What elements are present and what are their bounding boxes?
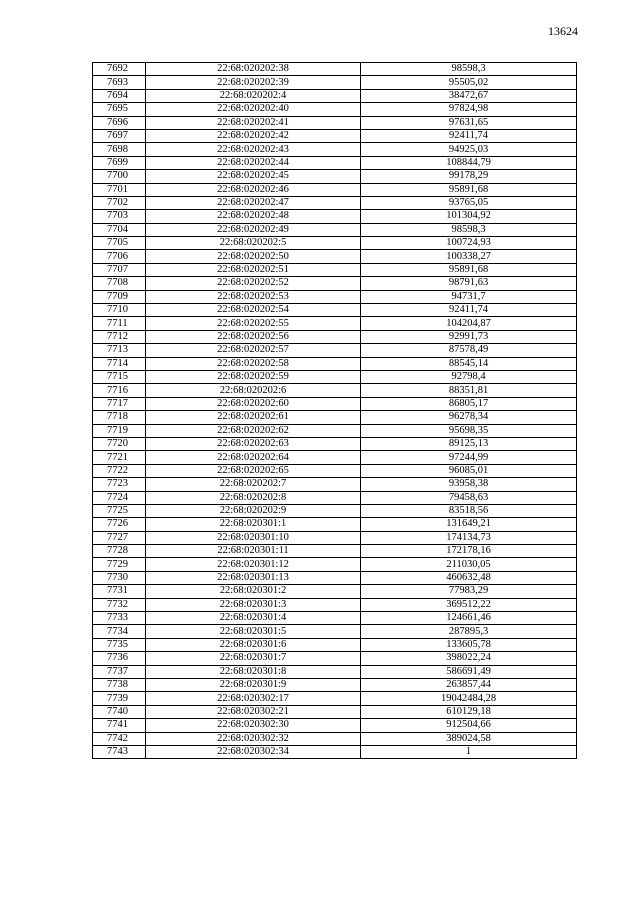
cadastral-number-cell: 22:68:020202:61	[146, 411, 361, 424]
value-cell: 100724,93	[361, 237, 577, 250]
value-cell: 95891,68	[361, 263, 577, 276]
row-number-cell: 7697	[93, 129, 146, 142]
table-row	[93, 678, 577, 691]
cadastral-number-cell: 22:68:020301:12	[146, 558, 361, 571]
value-cell: 1	[361, 745, 577, 758]
cadastral-number-cell: 22:68:020202:56	[146, 330, 361, 343]
cadastral-number-cell: 22:68:020202:40	[146, 103, 361, 116]
row-number-cell: 7731	[93, 585, 146, 598]
cadastral-number-cell: 22:68:020301:13	[146, 571, 361, 584]
cadastral-number-cell: 22:68:020202:48	[146, 210, 361, 223]
row-number-cell: 7702	[93, 196, 146, 209]
cadastral-number-cell: 22:68:020202:53	[146, 290, 361, 303]
row-number-cell: 7730	[93, 571, 146, 584]
table-row	[93, 129, 577, 142]
row-number-cell: 7722	[93, 464, 146, 477]
table-body	[93, 63, 577, 759]
cadastral-number-cell: 22:68:020301:1	[146, 518, 361, 531]
table-row	[93, 545, 577, 558]
value-cell: 92991,73	[361, 330, 577, 343]
cadastral-number-cell: 22:68:020202:65	[146, 464, 361, 477]
value-cell: 96278,34	[361, 411, 577, 424]
value-cell: 38472,67	[361, 89, 577, 102]
row-number-cell: 7742	[93, 732, 146, 745]
cadastral-number-cell: 22:68:020202:59	[146, 370, 361, 383]
table-row	[93, 478, 577, 491]
cadastral-number-cell: 22:68:020301:7	[146, 652, 361, 665]
table-row	[93, 344, 577, 357]
cadastral-number-cell: 22:68:020302:30	[146, 719, 361, 732]
table-row	[93, 304, 577, 317]
row-number-cell: 7693	[93, 76, 146, 89]
value-cell: 98598,3	[361, 223, 577, 236]
cadastral-number-cell: 22:68:020202:52	[146, 277, 361, 290]
table-row	[93, 116, 577, 129]
cadastral-number-cell: 22:68:020202:46	[146, 183, 361, 196]
value-cell: 94731,7	[361, 290, 577, 303]
cadastral-number-cell: 22:68:020302:34	[146, 745, 361, 758]
row-number-cell: 7725	[93, 504, 146, 517]
cadastral-number-cell: 22:68:020301:10	[146, 531, 361, 544]
cadastral-number-cell: 22:68:020202:54	[146, 304, 361, 317]
table-row	[93, 370, 577, 383]
table-row	[93, 156, 577, 169]
value-cell: 88545,14	[361, 357, 577, 370]
row-number-cell: 7740	[93, 705, 146, 718]
value-cell: 389024,58	[361, 732, 577, 745]
cadastral-number-cell: 22:68:020302:17	[146, 692, 361, 705]
table-row	[93, 330, 577, 343]
table-row	[93, 223, 577, 236]
value-cell: 93958,38	[361, 478, 577, 491]
cadastral-number-cell: 22:68:020202:50	[146, 250, 361, 263]
table-row	[93, 705, 577, 718]
page-number: 13624	[548, 24, 578, 38]
cadastral-number-cell: 22:68:020301:6	[146, 638, 361, 651]
value-cell: 77983,29	[361, 585, 577, 598]
table-row	[93, 638, 577, 651]
value-cell: 211030,05	[361, 558, 577, 571]
row-number-cell: 7738	[93, 678, 146, 691]
cadastral-number-cell: 22:68:020301:3	[146, 598, 361, 611]
cadastral-value-table	[92, 62, 577, 759]
table-row	[93, 612, 577, 625]
cadastral-number-cell: 22:68:020202:45	[146, 170, 361, 183]
cadastral-number-cell: 22:68:020301:9	[146, 678, 361, 691]
row-number-cell: 7728	[93, 545, 146, 558]
table-row	[93, 531, 577, 544]
value-cell: 88351,81	[361, 384, 577, 397]
cadastral-number-cell: 22:68:020202:60	[146, 397, 361, 410]
cadastral-number-cell: 22:68:020302:32	[146, 732, 361, 745]
row-number-cell: 7735	[93, 638, 146, 651]
table-row	[93, 625, 577, 638]
cadastral-number-cell: 22:68:020202:43	[146, 143, 361, 156]
row-number-cell: 7717	[93, 397, 146, 410]
row-number-cell: 7714	[93, 357, 146, 370]
row-number-cell: 7739	[93, 692, 146, 705]
cadastral-number-cell: 22:68:020202:58	[146, 357, 361, 370]
row-number-cell: 7729	[93, 558, 146, 571]
cadastral-number-cell: 22:68:020202:41	[146, 116, 361, 129]
row-number-cell: 7719	[93, 424, 146, 437]
value-cell: 131649,21	[361, 518, 577, 531]
table-row	[93, 357, 577, 370]
row-number-cell: 7732	[93, 598, 146, 611]
row-number-cell: 7741	[93, 719, 146, 732]
row-number-cell: 7696	[93, 116, 146, 129]
table-row	[93, 89, 577, 102]
table-row	[93, 277, 577, 290]
row-number-cell: 7712	[93, 330, 146, 343]
value-cell: 92411,74	[361, 129, 577, 142]
row-number-cell: 7701	[93, 183, 146, 196]
value-cell: 398022,24	[361, 652, 577, 665]
value-cell: 95698,35	[361, 424, 577, 437]
value-cell: 99178,29	[361, 170, 577, 183]
cadastral-number-cell: 22:68:020202:47	[146, 196, 361, 209]
row-number-cell: 7698	[93, 143, 146, 156]
row-number-cell: 7743	[93, 745, 146, 758]
table-row	[93, 424, 577, 437]
value-cell: 133605,78	[361, 638, 577, 651]
value-cell: 96085,01	[361, 464, 577, 477]
table-row	[93, 250, 577, 263]
cadastral-number-cell: 22:68:020301:2	[146, 585, 361, 598]
cadastral-number-cell: 22:68:020202:57	[146, 344, 361, 357]
value-cell: 124661,46	[361, 612, 577, 625]
row-number-cell: 7692	[93, 63, 146, 76]
value-cell: 108844,79	[361, 156, 577, 169]
row-number-cell: 7723	[93, 478, 146, 491]
value-cell: 97631,65	[361, 116, 577, 129]
value-cell: 94925,03	[361, 143, 577, 156]
value-cell: 460632,48	[361, 571, 577, 584]
table-row	[93, 745, 577, 758]
table-row	[93, 518, 577, 531]
row-number-cell: 7699	[93, 156, 146, 169]
value-cell: 93765,05	[361, 196, 577, 209]
row-number-cell: 7715	[93, 370, 146, 383]
cadastral-number-cell: 22:68:020202:49	[146, 223, 361, 236]
value-cell: 263857,44	[361, 678, 577, 691]
table-row	[93, 210, 577, 223]
row-number-cell: 7724	[93, 491, 146, 504]
value-cell: 104204,87	[361, 317, 577, 330]
row-number-cell: 7703	[93, 210, 146, 223]
value-cell: 97824,98	[361, 103, 577, 116]
value-cell: 95891,68	[361, 183, 577, 196]
cadastral-number-cell: 22:68:020202:63	[146, 437, 361, 450]
table-row	[93, 652, 577, 665]
table-row	[93, 558, 577, 571]
cadastral-number-cell: 22:68:020301:8	[146, 665, 361, 678]
value-cell: 83518,56	[361, 504, 577, 517]
row-number-cell: 7707	[93, 263, 146, 276]
table-row	[93, 103, 577, 116]
table-row	[93, 76, 577, 89]
table-row	[93, 571, 577, 584]
table-row	[93, 464, 577, 477]
row-number-cell: 7718	[93, 411, 146, 424]
table-row	[93, 196, 577, 209]
table-row	[93, 63, 577, 76]
row-number-cell: 7720	[93, 437, 146, 450]
cadastral-number-cell: 22:68:020202:44	[146, 156, 361, 169]
cadastral-number-cell: 22:68:020202:4	[146, 89, 361, 102]
table-row	[93, 143, 577, 156]
cadastral-number-cell: 22:68:020301:5	[146, 625, 361, 638]
value-cell: 369512,22	[361, 598, 577, 611]
cadastral-number-cell: 22:68:020202:6	[146, 384, 361, 397]
row-number-cell: 7734	[93, 625, 146, 638]
table-row	[93, 732, 577, 745]
cadastral-number-cell: 22:68:020202:5	[146, 237, 361, 250]
cadastral-number-cell: 22:68:020301:11	[146, 545, 361, 558]
cadastral-number-cell: 22:68:020202:64	[146, 451, 361, 464]
table-row	[93, 585, 577, 598]
row-number-cell: 7737	[93, 665, 146, 678]
table-row	[93, 598, 577, 611]
cadastral-number-cell: 22:68:020202:8	[146, 491, 361, 504]
table-row	[93, 411, 577, 424]
value-cell: 912504,66	[361, 719, 577, 732]
value-cell: 79458,63	[361, 491, 577, 504]
table-row	[93, 451, 577, 464]
cadastral-number-cell: 22:68:020202:62	[146, 424, 361, 437]
value-cell: 86805,17	[361, 397, 577, 410]
cadastral-number-cell: 22:68:020202:38	[146, 63, 361, 76]
table-row	[93, 237, 577, 250]
table-row	[93, 397, 577, 410]
row-number-cell: 7716	[93, 384, 146, 397]
value-cell: 100338,27	[361, 250, 577, 263]
row-number-cell: 7711	[93, 317, 146, 330]
value-cell: 19042484,28	[361, 692, 577, 705]
cadastral-number-cell: 22:68:020202:51	[146, 263, 361, 276]
value-cell: 87578,49	[361, 344, 577, 357]
row-number-cell: 7710	[93, 304, 146, 317]
row-number-cell: 7706	[93, 250, 146, 263]
row-number-cell: 7708	[93, 277, 146, 290]
cadastral-number-cell: 22:68:020301:4	[146, 612, 361, 625]
row-number-cell: 7713	[93, 344, 146, 357]
table-row	[93, 183, 577, 196]
row-number-cell: 7709	[93, 290, 146, 303]
cadastral-number-cell: 22:68:020202:55	[146, 317, 361, 330]
value-cell: 98791,63	[361, 277, 577, 290]
value-cell: 95505,02	[361, 76, 577, 89]
row-number-cell: 7704	[93, 223, 146, 236]
table-row	[93, 719, 577, 732]
table-row	[93, 263, 577, 276]
value-cell: 586691,49	[361, 665, 577, 678]
row-number-cell: 7727	[93, 531, 146, 544]
table-row	[93, 384, 577, 397]
row-number-cell: 7694	[93, 89, 146, 102]
value-cell: 610129,18	[361, 705, 577, 718]
row-number-cell: 7721	[93, 451, 146, 464]
cadastral-number-cell: 22:68:020202:42	[146, 129, 361, 142]
value-cell: 89125,13	[361, 437, 577, 450]
row-number-cell: 7733	[93, 612, 146, 625]
table-row	[93, 491, 577, 504]
value-cell: 98598,3	[361, 63, 577, 76]
row-number-cell: 7695	[93, 103, 146, 116]
value-cell: 92798,4	[361, 370, 577, 383]
value-cell: 287895,3	[361, 625, 577, 638]
table-row	[93, 665, 577, 678]
row-number-cell: 7705	[93, 237, 146, 250]
row-number-cell: 7736	[93, 652, 146, 665]
table-row	[93, 170, 577, 183]
value-cell: 101304,92	[361, 210, 577, 223]
table-row	[93, 437, 577, 450]
table-row	[93, 504, 577, 517]
cadastral-number-cell: 22:68:020202:7	[146, 478, 361, 491]
table-row	[93, 692, 577, 705]
cadastral-number-cell: 22:68:020302:21	[146, 705, 361, 718]
row-number-cell: 7700	[93, 170, 146, 183]
value-cell: 97244,99	[361, 451, 577, 464]
value-cell: 174134,73	[361, 531, 577, 544]
cadastral-number-cell: 22:68:020202:39	[146, 76, 361, 89]
value-cell: 92411,74	[361, 304, 577, 317]
cadastral-number-cell: 22:68:020202:9	[146, 504, 361, 517]
row-number-cell: 7726	[93, 518, 146, 531]
value-cell: 172178,16	[361, 545, 577, 558]
table-row	[93, 317, 577, 330]
table-row	[93, 290, 577, 303]
